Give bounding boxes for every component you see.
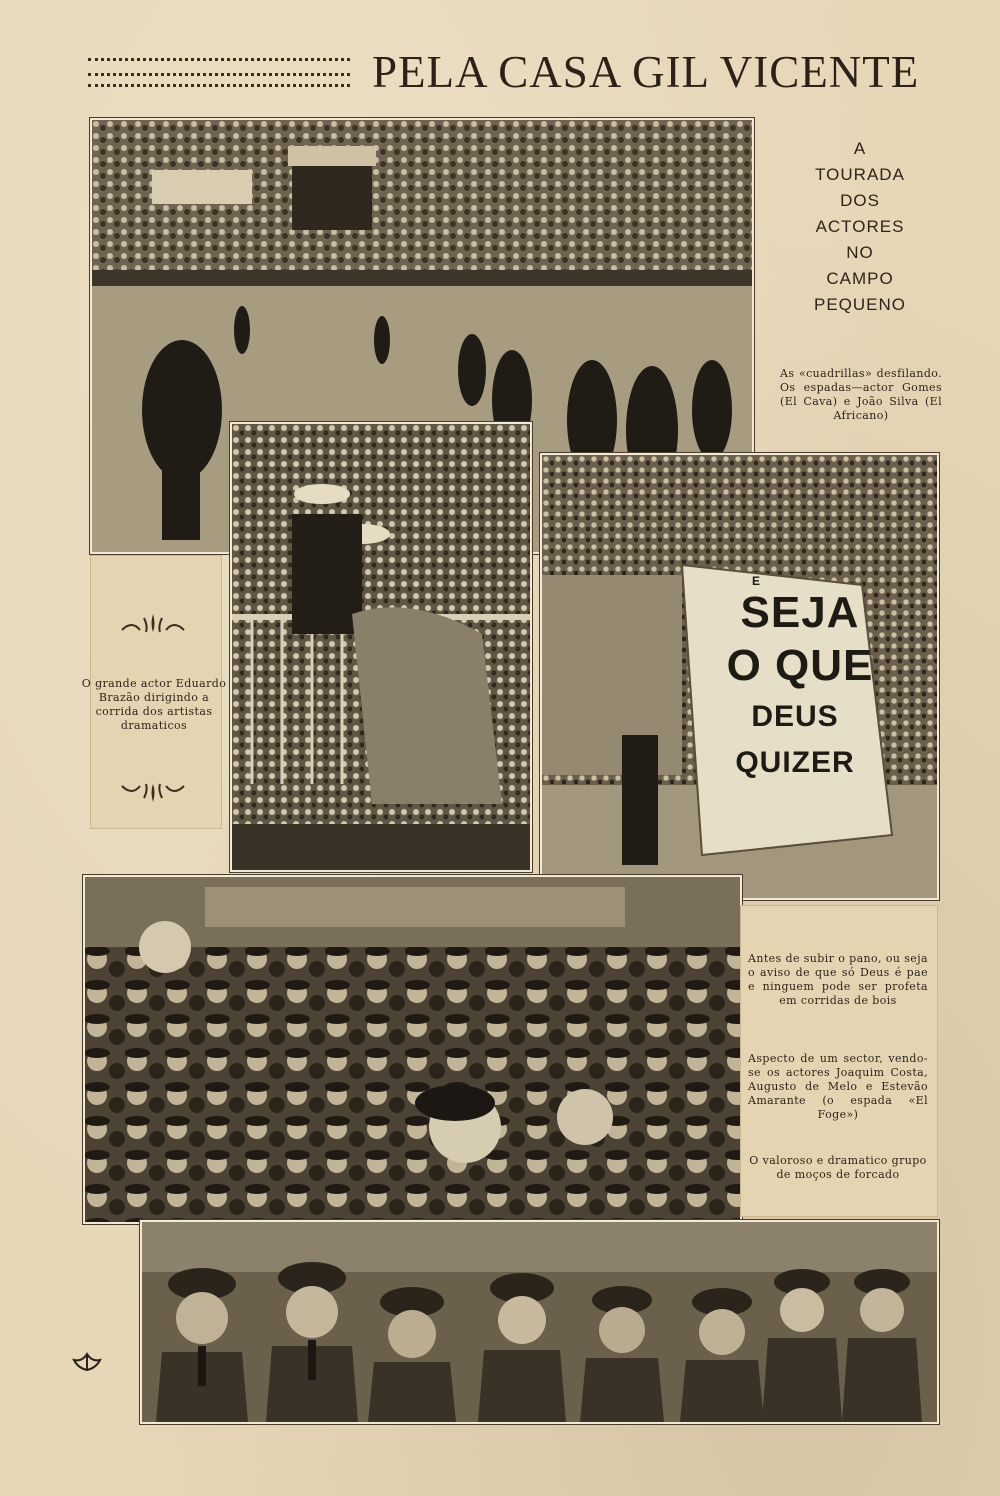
banner-line: DEUS QUIZER [735, 700, 855, 779]
headline-line: TOURADA [815, 165, 905, 184]
headline-line: PEQUENO [813, 295, 907, 314]
headline-line: ACTORES [815, 217, 905, 236]
headline-line: DOS [840, 191, 880, 210]
banner-text [700, 574, 900, 786]
printer-mark-icon [70, 1350, 104, 1374]
caption-forcado: O valoroso e dramatico grupo de moços de forcado [749, 1154, 927, 1181]
banner-line: SEJA [740, 588, 860, 637]
headline-line: A [853, 139, 867, 158]
caption-pano: Antes de subir o pano, ou seja o aviso de que só Deus é pae e ninguem pode ser profeta em corridas de bois [748, 952, 928, 1007]
banner-line: O QUE [726, 641, 874, 690]
page-title: PELA CASA GIL VICENTE [372, 47, 920, 97]
caption-brazao: O grande actor Eduardo Brazão dirigindo a corrida dos artistas dramaticos [81, 677, 227, 732]
headline-line: NO [846, 243, 874, 262]
banner-top-letter: E [752, 574, 762, 588]
caption-cuadrillas: As «cuadrillas» desfilando. Os espadas—actor Gomes (El Cava) e João Silva (El Africano) [780, 367, 942, 422]
floral-ornament-icon [118, 780, 188, 806]
forcados-group-photo [140, 1220, 939, 1424]
floral-ornament-icon [118, 610, 188, 636]
audience-sector-photo [83, 875, 742, 1224]
caption-sector: Aspecto de um sector, vendo-se os actores Joaquim Costa, Augusto de Melo e Estevão Amarante (o espada «El Foge») [748, 1052, 928, 1121]
headline [770, 136, 950, 318]
crowd-box-photo [230, 422, 532, 872]
headline-line: CAMPO [826, 269, 894, 288]
header-rule-bottom [88, 72, 350, 87]
